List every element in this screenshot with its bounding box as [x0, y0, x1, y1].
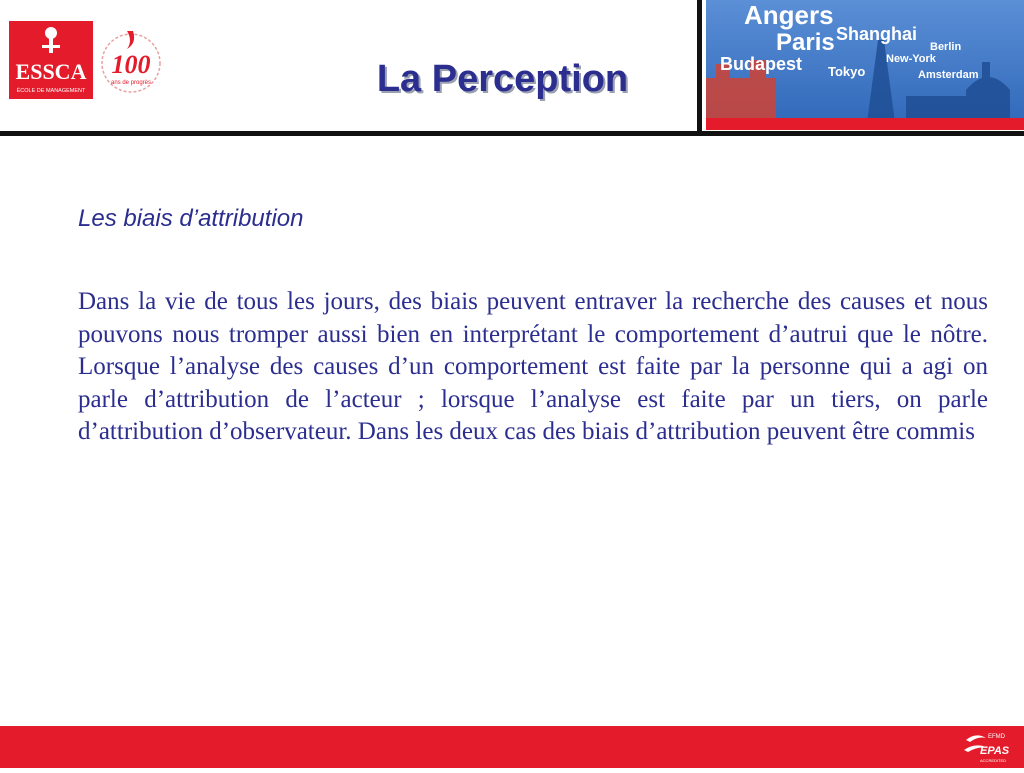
- epas-badge: [958, 726, 1022, 768]
- epas-badge-top: EFMD: [988, 734, 1005, 740]
- section-subtitle: Les biais d’attribution: [78, 205, 304, 232]
- logo-tagline: ÉCOLE DE MANAGEMENT: [16, 88, 86, 94]
- header-rule: [0, 131, 1024, 136]
- anniversary-logo: [97, 23, 165, 97]
- banner-city: Amsterdam: [918, 69, 979, 81]
- header-divider: [697, 0, 702, 133]
- epas-badge-sub: ACCREDITED: [980, 758, 1007, 763]
- banner-city: New-York: [886, 53, 936, 65]
- banner-city: Tokyo: [828, 64, 866, 79]
- banner-city: Shanghai: [836, 24, 918, 44]
- body-paragraph: Dans la vie de tous les jours, des biais peuvent entraver la recherche des causes et nous pouvons nous tromper aussi bien en interprétant le comportement d’autrui que le nôtre. Lorsque l’analyse des causes d’un comportement est faite par la personne qui a agi on parle d’attribution de l’acteur ; lorsque l’analyse est faite par un tiers, on parle d’attribution d’observateur. Dans les deux cas des biais d’attribution peuvent être commis: [78, 288, 988, 445]
- slide-title: La Perception: [376, 58, 629, 100]
- banner-city: Angers: [744, 0, 834, 30]
- epas-badge-main: EPAS: [980, 745, 1010, 757]
- cities-banner: [706, 0, 1024, 130]
- footer-bar: [0, 726, 1024, 768]
- anniversary-number: 100: [111, 50, 151, 79]
- banner-city: Berlin: [930, 41, 962, 53]
- logo-name: ESSCA: [15, 59, 87, 84]
- essca-logo: [9, 21, 93, 99]
- banner-city: Paris: [776, 29, 835, 56]
- slide-header: [0, 0, 1024, 132]
- anniversary-caption: ans de progrès: [110, 80, 152, 86]
- banner-city: Budapest: [720, 54, 803, 74]
